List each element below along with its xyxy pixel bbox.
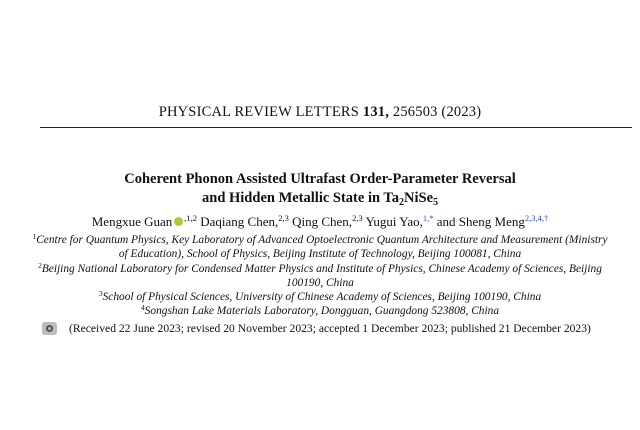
author-name[interactable]: Yugui Yao, [365, 214, 423, 229]
received-dates [42, 322, 632, 335]
title-subscript-2: 5 [433, 197, 438, 208]
author-name[interactable]: Mengxue Guan [91, 214, 173, 229]
journal-header [0, 104, 640, 121]
title-formula-mid: NiSe [404, 190, 433, 206]
author-list [0, 214, 640, 230]
affiliation-number: 2 [38, 260, 42, 270]
author-affil[interactable]: 1,* [422, 213, 434, 223]
updates-icon[interactable] [42, 322, 57, 335]
orcid-icon[interactable] [174, 217, 183, 226]
article-number: 256503 (2023) [392, 104, 482, 120]
title-line-1: Coherent Phonon Assisted Ultrafast Order-Parameter Reversal [124, 171, 516, 187]
author-name[interactable]: and Sheng Meng [436, 214, 525, 229]
author-name[interactable]: Qing Chen, [292, 214, 353, 229]
affiliation-number: 3 [98, 289, 103, 299]
author-affil[interactable]: 2,3,4,† [524, 213, 549, 223]
journal-name: PHYSICAL REVIEW LETTERS [158, 104, 360, 120]
affiliation-text: Songshan Lake Materials Laboratory, Dongguan, Guangdong 523808, China [144, 305, 500, 318]
received-text: (Received 22 June 2023; revised 20 November 2023; accepted 1 December 2023; published 21 December 2023) [69, 322, 591, 335]
affiliation-list [30, 233, 610, 319]
author-affil: 2,3 [352, 213, 363, 223]
affiliation [30, 262, 610, 291]
affiliation-text: Beijing National Laboratory for Condensed Matter Physics and Institute of Physics, Chinese Academy of Sciences, Beijing 100190, China [41, 262, 602, 289]
journal-volume: 131, [362, 104, 390, 120]
affiliation-text: School of Physical Sciences, University of Chinese Academy of Sciences, Beijing 100190, China [102, 291, 542, 304]
affiliation-number: 1 [32, 232, 37, 241]
paper-title [0, 170, 640, 208]
title-line-2-text: and Hidden Metallic State in Ta [202, 190, 399, 206]
title-line-2 [0, 189, 640, 208]
author-affil: ,1,2 [184, 213, 197, 223]
author-affil: 2,3 [278, 213, 289, 223]
affiliation-number: 4 [140, 303, 145, 313]
title-subscript-1: 2 [399, 197, 404, 208]
header-rule [40, 127, 632, 128]
author-name[interactable]: Daqiang Chen, [200, 214, 279, 229]
affiliation [30, 290, 610, 304]
affiliation-text: Centre for Quantum Physics, Key Laboratory of Advanced Optoelectronic Quantum Architecture and Measurement (Ministry of Education), School of Physics, Beijing Institute of Technology, Beijing 100081, China [36, 234, 608, 261]
affiliation [30, 304, 610, 318]
affiliation [30, 233, 610, 262]
